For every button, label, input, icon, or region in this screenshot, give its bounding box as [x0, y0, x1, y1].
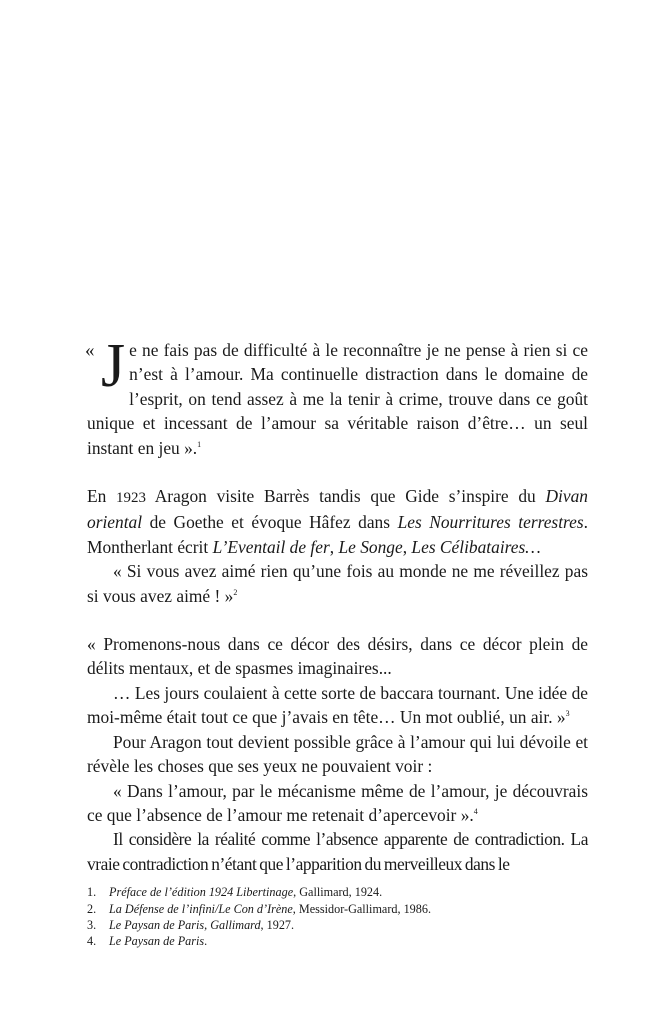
footnote-ref-3: 3 — [565, 709, 570, 719]
footnote-3: 3. Le Paysan de Paris, Gallimard, 1927. — [87, 917, 295, 932]
footnote-ref-2: 2 — [233, 587, 238, 597]
opening-guillemet: « — [85, 340, 95, 361]
quote-4: « Dans l’amour, par le mécanisme même de l’amour, je découvrais ce que l’absence de l’amour me retenait d’apercevoir ».$^4$ — [87, 780, 588, 825]
paragraph-1923: En 1923 Aragon visite Barrès tandis que Gide s’inspire du Divan oriental de Goethe et évoque Hâfez dans Les Nourritures terrestres. Montherlant écrit L’Eventail de fer, Le Songe, Les Célibataires… — [87, 486, 588, 557]
footnotes — [87, 884, 588, 950]
footnote-4: 4. Le Paysan de Paris. — [87, 934, 208, 949]
footnote-ref-4: 4 — [473, 806, 478, 816]
footnote-ref-1: 1 — [197, 439, 202, 449]
title-nourritures: Les Nourritures terrestres — [397, 512, 584, 533]
title-eventail: L’Eventail de fer — [212, 536, 330, 557]
paragraph-aragon: Pour Aragon tout devient possible grâce à l’amour qui lui dévoile et révèle les choses que ses yeux ne pouvaient voir : — [87, 731, 588, 777]
title-songe: Le Songe — [338, 536, 403, 557]
drop-cap: J — [101, 332, 126, 400]
footnote-1: 1. Préface de l’édition 1924 Libertinage, Gallimard, 1924. — [87, 885, 383, 900]
footnote-2: 2. La Défense de l’infini/Le Con d’Irène, Messidor-Gallimard, 1986. — [87, 901, 431, 916]
quote-2: « Si vous avez aimé rien qu’une fois au monde ne me réveillez pas si vous avez aimé ! »$^2$ — [87, 561, 588, 606]
page-body — [85, 332, 588, 950]
title-divan-oriental: Divan oriental — [87, 486, 588, 533]
paragraph-contradiction: Il considère la réalité comme l’absence apparente de contradiction. La vraie contradiction n’étant que l’apparition du merveilleux dans le — [87, 829, 588, 874]
quote1-text: e ne fais pas de difficulté à le reconnaître je ne pense à rien si ce n’est à l’amour. Ma continuelle distraction dans le domaine de l’esprit, on tend assez à me la tenir à crime, trouve dans ce goût unique et incessant de l’amour sa véritable raison d’être… un seul instant en jeu ». — [87, 340, 588, 458]
quote-3a: « Promenons-nous dans ce décor des désirs, dans ce décor plein de délits mentaux, et de spasmes imaginaires... — [87, 634, 588, 679]
opening-quote-paragraph — [85, 332, 588, 460]
year-1923: 1923 — [116, 490, 146, 507]
quote-3b: … Les jours coulaient à cette sorte de baccara tournant. Une idée de moi-même était tout ce que j’avais en tête… Un mot oublié, un air. »$^3$ — [87, 682, 588, 728]
title-celibataires: Les Célibataires… — [411, 536, 541, 557]
